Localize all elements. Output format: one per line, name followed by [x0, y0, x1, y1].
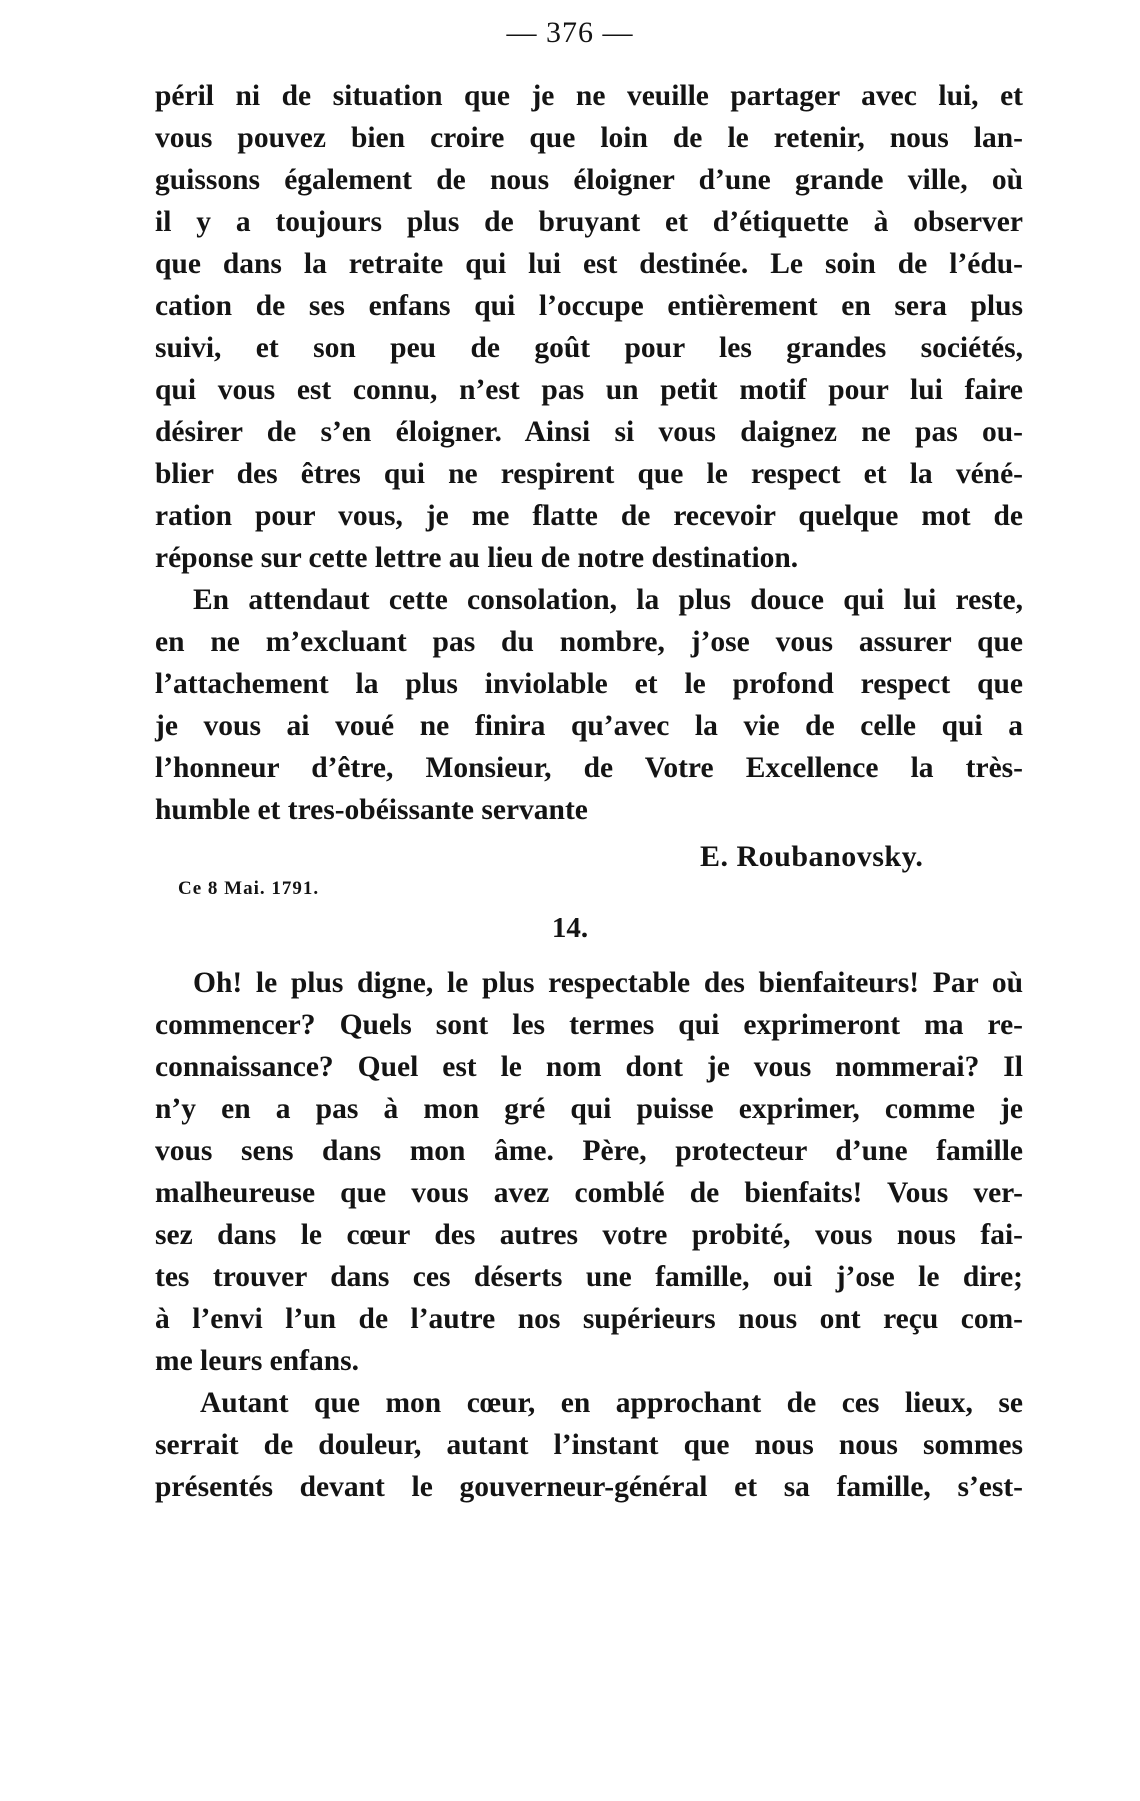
page-number: — 376 — [506, 16, 634, 49]
text-line: je vous ai voué ne finira qu’avec la vie de celle qui a [155, 710, 1023, 742]
text-line: que dans la retraite qui lui est destinée. Le soin de l’édu- [155, 248, 1023, 280]
text-line: péril ni de situation que je ne veuille partager avec lui, et [155, 80, 1023, 112]
text-line: malheureuse que vous avez comblé de bienfaits! Vous ver- [155, 1177, 1023, 1209]
text-line: blier des êtres qui ne respirent que le respect et la véné- [155, 458, 1023, 490]
text-line: vous sens dans mon âme. Père, protecteur d’une famille [155, 1135, 1023, 1167]
text-line: présentés devant le gouverneur-général et sa famille, s’est- [155, 1471, 1023, 1503]
text-line: ration pour vous, je me flatte de recevoir quelque mot de [155, 500, 1023, 532]
text-line: tes trouver dans ces déserts une famille, oui j’ose le dire; [155, 1261, 1023, 1293]
text-line: me leurs enfans. [155, 1345, 360, 1377]
letter-13-body [155, 75, 1023, 831]
text-line: désirer de s’en éloigner. Ainsi si vous daignez ne pas ou- [155, 416, 1023, 448]
text-line: cation de ses enfans qui l’occupe entièrement en sera plus [155, 290, 1023, 322]
text-line: Oh! le plus digne, le plus respectable des bienfaiteurs! Par où [193, 967, 1023, 999]
signature: E. Roubanovsky. [700, 840, 924, 873]
text-line: vous pouvez bien croire que loin de le retenir, nous lan- [155, 122, 1023, 154]
text-line: l’attachement la plus inviolable et le profond respect que [155, 668, 1023, 700]
text-line: il y a toujours plus de bruyant et d’étiquette à observer [155, 206, 1023, 238]
text-line: humble et tres-obéissante servante [155, 794, 588, 826]
text-line: guissons également de nous éloigner d’une grande ville, où [155, 164, 1023, 196]
text-line: serrait de douleur, autant l’instant que nous nous sommes [155, 1429, 1023, 1461]
text-line: sez dans le cœur des autres votre probité, vous nous fai- [155, 1219, 1023, 1251]
text-line: Autant que mon cœur, en approchant de ces lieux, se [200, 1387, 1023, 1419]
text-line: connaissance? Quel est le nom dont je vous nommerai? Il [155, 1051, 1023, 1083]
text-line: qui vous est connu, n’est pas un petit motif pour lui faire [155, 374, 1023, 406]
letter-14-paragraph-2 [155, 1382, 1023, 1508]
text-line: l’honneur d’être, Monsieur, de Votre Excellence la très- [155, 752, 1023, 784]
letter-number: 14. [551, 912, 589, 944]
letter-14-paragraph-1 [155, 962, 1023, 1382]
text-line: réponse sur cette lettre au lieu de notre destination. [155, 542, 799, 574]
text-line: à l’envi l’un de l’autre nos supérieurs nous ont reçu com- [155, 1303, 1023, 1335]
text-line: suivi, et son peu de goût pour les grandes sociétés, [155, 332, 1023, 364]
text-line: commencer? Quels sont les termes qui exprimeront ma re- [155, 1009, 1023, 1041]
text-line: En attendaut cette consolation, la plus douce qui lui reste, [193, 584, 1023, 616]
text-line: en ne m’excluant pas du nombre, j’ose vous assurer que [155, 626, 1023, 658]
letter-date: Ce 8 Mai. 1791. [178, 878, 320, 899]
text-line: n’y en a pas à mon gré qui puisse exprimer, comme je [155, 1093, 1023, 1125]
